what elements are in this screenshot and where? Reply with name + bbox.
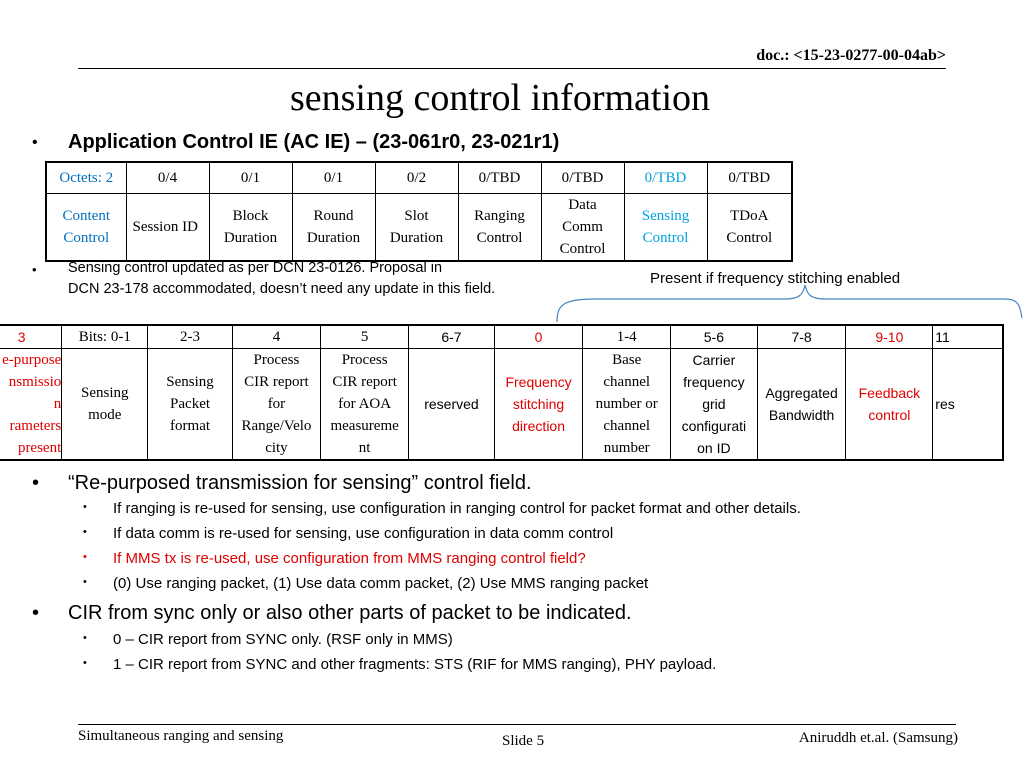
cell-line: present	[17, 440, 62, 456]
cell-line: Slot	[404, 208, 429, 224]
cell-line: frequency	[683, 374, 745, 390]
doc-label: doc.:	[756, 47, 790, 64]
table-cell: 5-6	[671, 325, 758, 349]
table-cell	[62, 349, 148, 461]
cell-line: mode	[88, 407, 122, 423]
table-cell: 0/TBD	[707, 162, 792, 194]
table-cell	[583, 349, 671, 461]
cell-line: Aggregated	[765, 385, 838, 401]
cell-line: control	[868, 407, 911, 423]
sub-bullet: If ranging is re-used for sensing, use configuration in ranging control for packet format and other details.	[113, 500, 801, 517]
table-cell	[232, 349, 320, 461]
cell-line: Control	[642, 230, 689, 246]
sub-bullet: If MMS tx is re-used, use configuration from MMS ranging control field?	[113, 550, 586, 567]
cell-line: Control	[476, 230, 523, 246]
bullet-cir-from-sync: CIR from sync only or also other parts of packet to be indicated.	[68, 602, 632, 624]
table-cell: 0/TBD	[458, 162, 541, 194]
present-if-label: Present if frequency stitching enabled	[650, 270, 901, 287]
cell-line: Range/Velo	[241, 418, 312, 434]
table-row	[0, 349, 1003, 461]
cell-line: res	[935, 396, 955, 412]
cell-line: Carrier	[692, 352, 736, 368]
sub-bullet: If data comm is re-used for sensing, use configuration in data comm control	[113, 525, 614, 542]
cell-line: CIR report	[244, 374, 309, 390]
sub-bullet: 1 – CIR report from SYNC and other fragments: STS (RIF for MMS ranging), PHY payload.	[113, 656, 717, 673]
cell-line: rameters	[9, 418, 62, 434]
table-cell	[0, 349, 62, 461]
table-cell	[757, 349, 846, 461]
table-cell: 4	[232, 325, 320, 349]
cell-line: Sensing	[81, 385, 129, 401]
cell-line: measureme	[330, 418, 399, 434]
cell-line: Ranging	[474, 208, 525, 224]
cell-line: nt	[358, 440, 371, 456]
cell-line: Frequency	[505, 374, 572, 390]
table-cell	[321, 349, 409, 461]
table-cell	[846, 349, 933, 461]
cell-line: Control	[559, 241, 606, 257]
sensing-control-bits-table	[0, 324, 1004, 461]
cell-line: grid	[702, 396, 726, 412]
table-cell: Octets: 2	[46, 162, 126, 194]
footer-topic: Simultaneous ranging and sensing	[78, 728, 284, 744]
table-cell: 0/2	[375, 162, 458, 194]
doc-number: <15-23-0277-00-04ab>	[793, 47, 946, 64]
table-cell	[933, 349, 1003, 461]
sub-bullet: (0) Use ranging packet, (1) Use data comm packet, (2) Use MMS ranging packet	[113, 575, 649, 592]
bullet-icon: •	[83, 526, 87, 538]
bullet-icon: •	[83, 551, 87, 563]
footer-divider	[78, 724, 956, 725]
cell-line: for	[267, 396, 286, 412]
cell-line: Duration	[306, 230, 361, 246]
cell-line: Bandwidth	[768, 407, 835, 423]
cell-line: Duration	[389, 230, 444, 246]
cell-line: Comm	[562, 219, 603, 235]
table-cell: 0/1	[292, 162, 375, 194]
cell-line: TDoA	[730, 208, 769, 224]
table-cell	[494, 349, 583, 461]
cell-line: Base	[612, 352, 642, 368]
cell-line: number or	[595, 396, 658, 412]
footer-author: Aniruddh et.al. (Samsung)	[798, 730, 958, 746]
cell-line: Duration	[223, 230, 278, 246]
brace-path	[557, 285, 1022, 322]
cell-line: city	[265, 440, 288, 456]
table-cell: 5	[321, 325, 409, 349]
cell-line: Block	[232, 208, 269, 224]
cell-line: Sensing	[641, 208, 690, 224]
table-cell: Bits: 0-1	[62, 325, 148, 349]
table-cell	[671, 349, 758, 461]
table-cell: 9-10	[846, 325, 933, 349]
cell-line: Process	[341, 352, 388, 368]
cell-line: n	[53, 396, 62, 412]
bullet-icon: •	[83, 657, 87, 669]
cell-line: Control	[726, 230, 773, 246]
bullet-icon: •	[83, 632, 87, 644]
bullet-icon: •	[83, 576, 87, 588]
slide-title: sensing control information	[289, 77, 711, 119]
table-row	[0, 325, 1003, 349]
cell-line: Data	[568, 197, 597, 213]
table-cell: 0/1	[209, 162, 292, 194]
table-cell: 7-8	[757, 325, 846, 349]
cell-line: nsmissio	[8, 374, 62, 390]
cell-line: Packet	[170, 396, 211, 412]
table-cell: 2-3	[148, 325, 232, 349]
cell-line: channel	[603, 418, 651, 434]
cell-line: direction	[512, 418, 565, 434]
bullet-icon: •	[32, 134, 38, 151]
table-cell	[409, 349, 495, 461]
cell-line: Content	[62, 208, 110, 224]
table-cell: 0/TBD	[541, 162, 624, 194]
cell-line: Process	[253, 352, 300, 368]
note-line: Sensing control updated as per DCN 23-0126. Proposal in	[68, 260, 443, 276]
cell-line: CIR report	[332, 374, 397, 390]
bullet-repurposed-transmission: “Re-purposed transmission for sensing” control field.	[68, 472, 532, 494]
bullet-application-control: Application Control IE (AC IE) – (23-061r0, 23-021r1)	[68, 131, 560, 153]
bullet-icon: •	[32, 472, 40, 494]
cell-line: on ID	[697, 440, 731, 456]
table-cell: 0/4	[126, 162, 209, 194]
cell-line: stitching	[512, 396, 565, 412]
cell-line: Sensing	[166, 374, 214, 390]
cell-line: configurati	[681, 418, 747, 434]
table-cell	[148, 349, 232, 461]
table-cell: 1-4	[583, 325, 671, 349]
cell-line: Control	[63, 230, 110, 246]
brace-connector	[0, 0, 1024, 330]
cell-line: for AOA	[338, 396, 392, 412]
bullet-icon: •	[32, 262, 37, 277]
cell-line: Feedback	[858, 385, 921, 401]
cell-line: channel	[603, 374, 651, 390]
note-line: DCN 23-178 accommodated, doesn’t need any update in this field.	[68, 281, 496, 297]
cell-line: Session ID	[132, 219, 198, 235]
cell-line: Round	[313, 208, 354, 224]
cell-line: reserved	[424, 396, 479, 412]
cell-line: number	[603, 440, 650, 456]
table-cell: 0	[494, 325, 583, 349]
table-cell: 6-7	[409, 325, 495, 349]
cell-line: format	[170, 418, 211, 434]
slide-number: Slide 5	[502, 733, 545, 749]
bullet-icon: •	[83, 501, 87, 513]
table-cell: 11	[933, 325, 1003, 349]
bullet-icon: •	[32, 602, 40, 624]
table-cell: 3	[0, 325, 62, 349]
sub-bullet: 0 – CIR report from SYNC only. (RSF only in MMS)	[113, 631, 453, 648]
table-cell: 0/TBD	[624, 162, 707, 194]
cell-line: e-purpose	[2, 352, 62, 368]
